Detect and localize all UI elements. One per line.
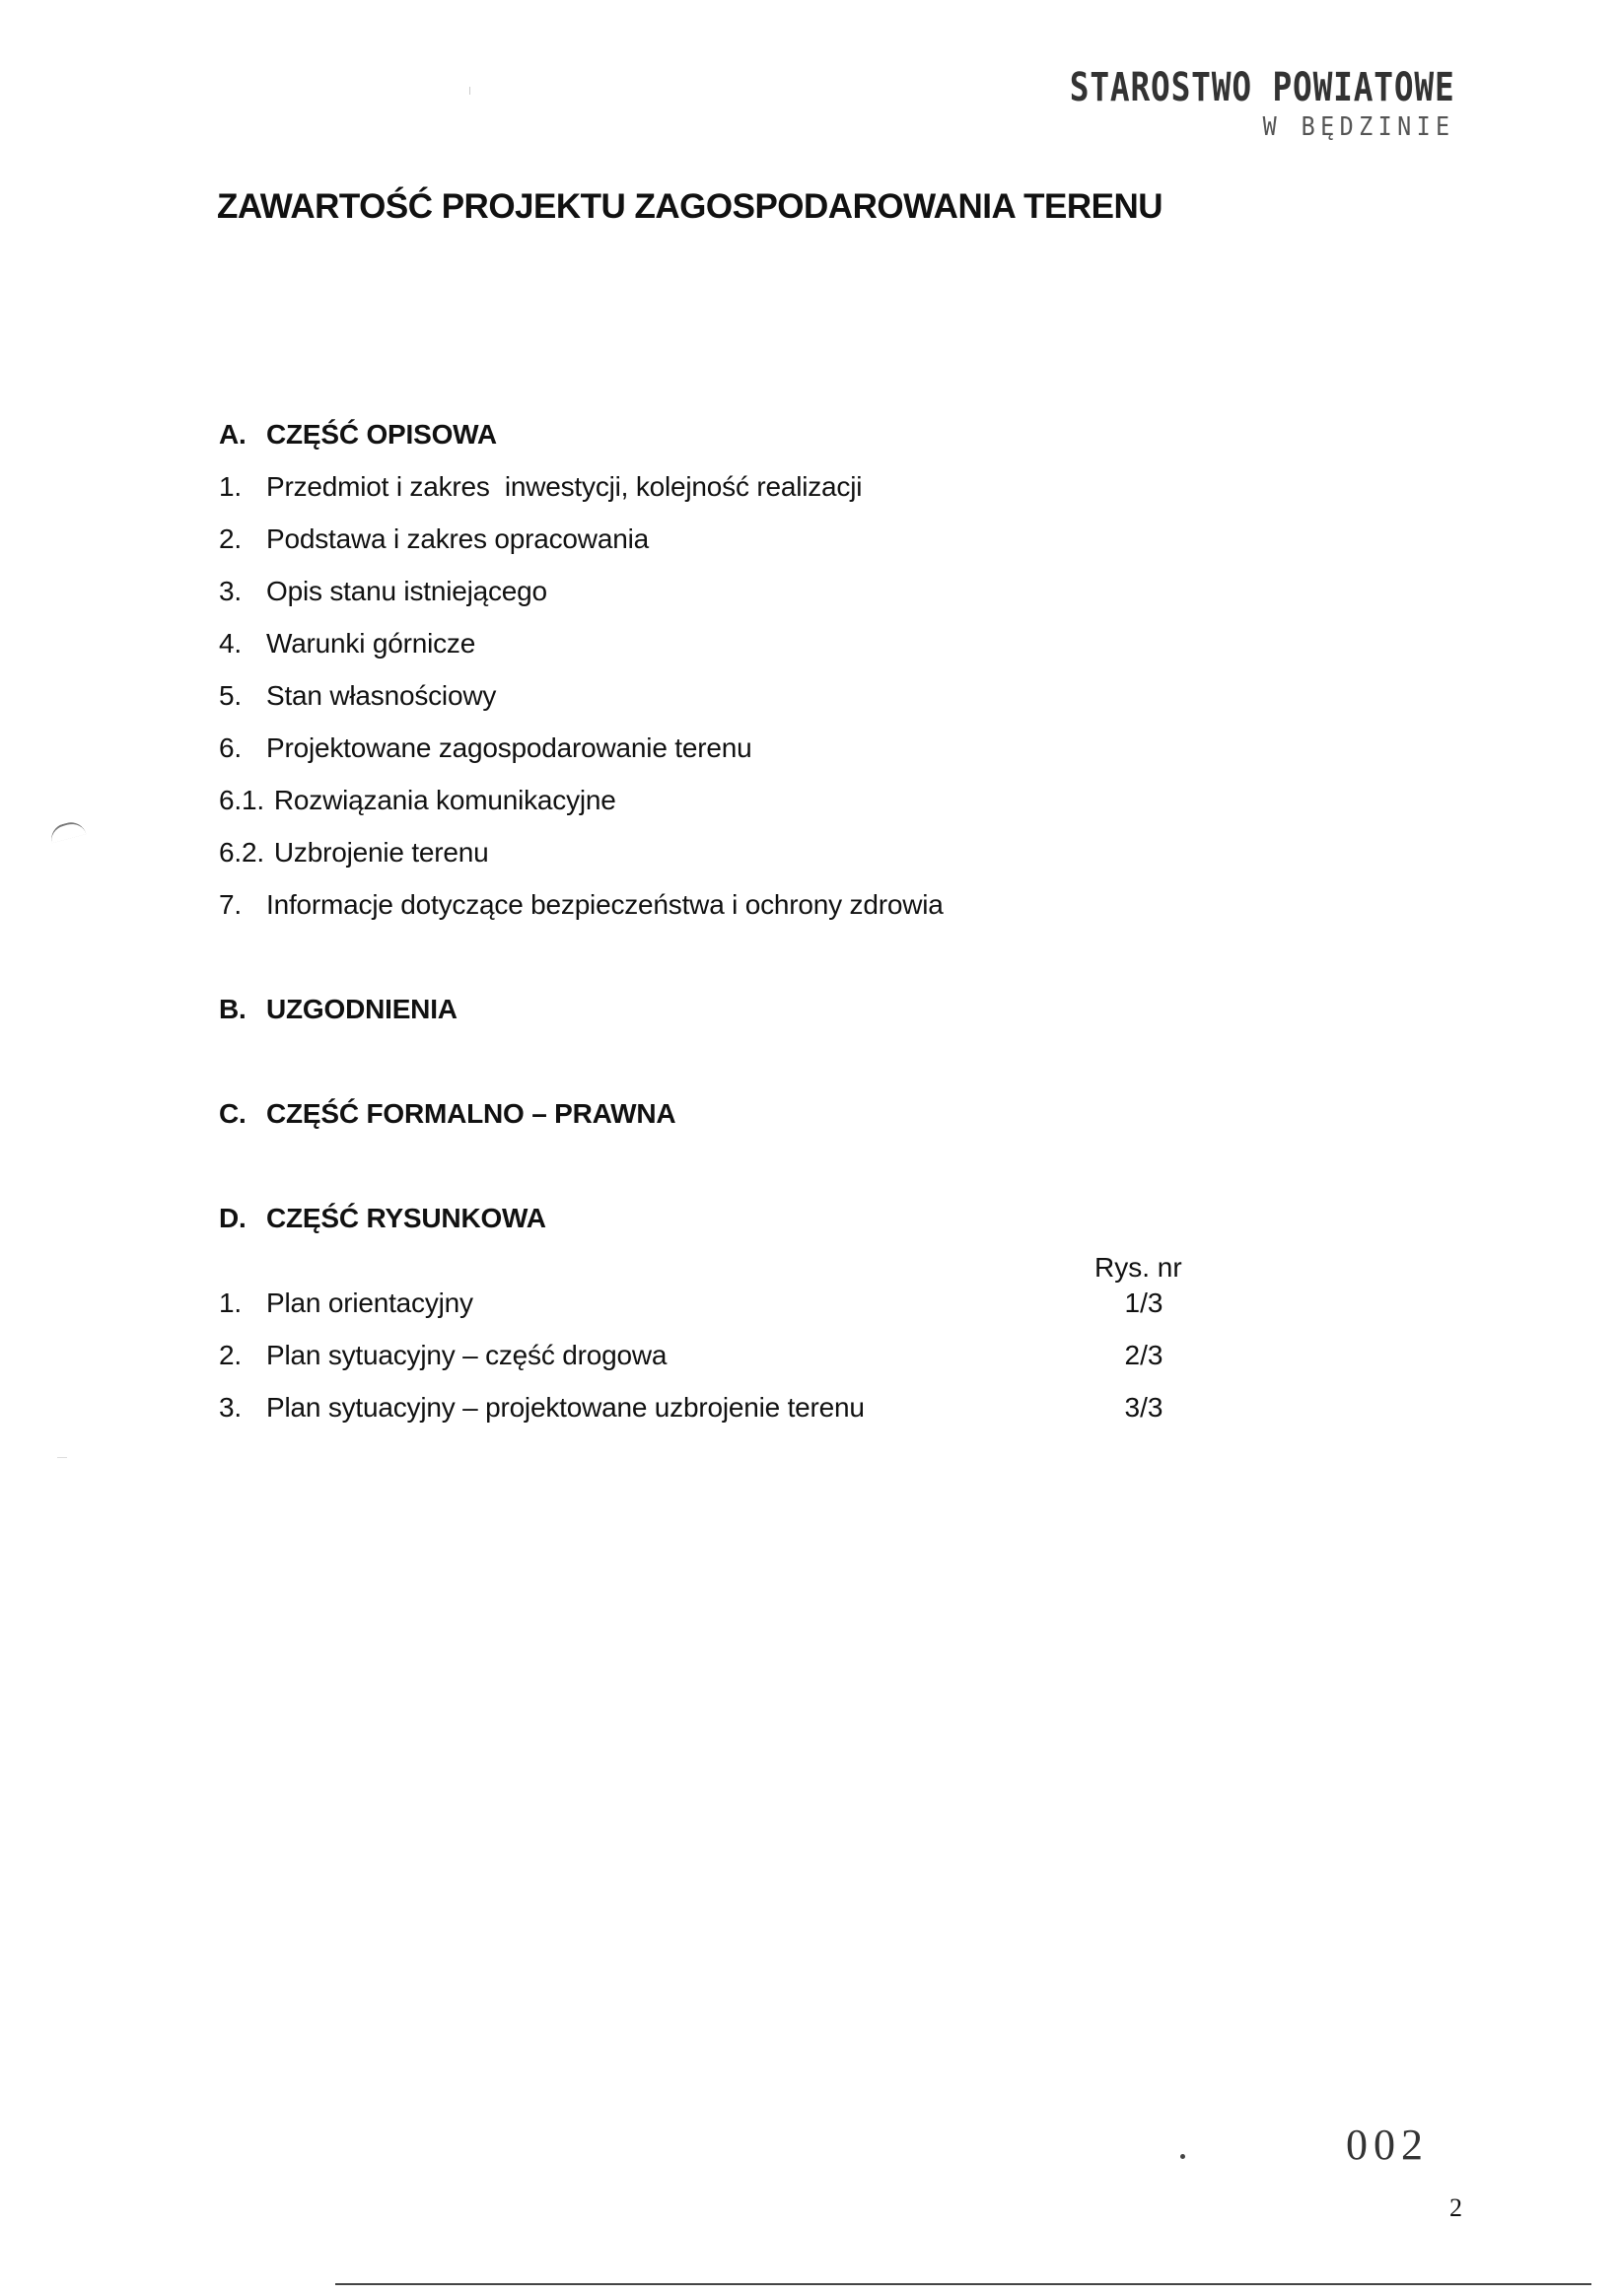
drawing-list-item [219, 1392, 865, 1424]
item-text: Opis stanu istniejącego [266, 576, 547, 606]
list-item [219, 523, 649, 555]
item-text: Plan orientacyjny [266, 1287, 473, 1318]
item-text: Warunki górnicze [266, 628, 476, 659]
item-number: 2. [219, 523, 242, 554]
stamp-line-1: STAROSTWO POWIATOWE [1070, 65, 1455, 110]
section-letter: B. [219, 994, 247, 1024]
pen-mark [48, 819, 87, 844]
page-number: 2 [1449, 2193, 1462, 2222]
list-item [219, 889, 944, 921]
list-item [219, 680, 496, 712]
item-text: Plan sytuacyjny – projektowane uzbrojenie terenu [266, 1392, 865, 1423]
list-item [219, 785, 616, 816]
list-item [219, 628, 475, 660]
item-number: 4. [219, 628, 242, 659]
section-letter: D. [219, 1203, 247, 1233]
section-label: CZĘŚĆ RYSUNKOWA [266, 1203, 546, 1233]
section-d-heading [219, 1203, 546, 1234]
drawing-number: 2/3 [1124, 1340, 1163, 1370]
item-number: 7. [219, 889, 242, 920]
drawing-number-header: Rys. nr [1094, 1252, 1182, 1283]
section-b-heading [219, 994, 458, 1025]
document-title: ZAWARTOŚĆ PROJEKTU ZAGOSPODAROWANIA TERENU [217, 187, 1163, 226]
item-text: Plan sytuacyjny – część drogowa [266, 1340, 668, 1370]
bottom-scan-edge [335, 2283, 1591, 2285]
item-number: 3. [219, 1392, 242, 1423]
scan-artifact [57, 1457, 67, 1458]
list-item [219, 471, 862, 503]
item-number: 3. [219, 576, 242, 606]
section-letter: A. [219, 419, 247, 450]
drawing-list-item [219, 1340, 667, 1371]
item-number: 1. [219, 471, 242, 502]
office-stamp [985, 65, 1455, 142]
drawing-number: 3/3 [1124, 1392, 1163, 1423]
sheet-stamp-number: 002 [1346, 2121, 1429, 2169]
item-number: 6.1. [219, 785, 264, 815]
section-letter: C. [219, 1098, 247, 1129]
section-a-heading [219, 419, 497, 451]
item-text: Projektowane zagospodarowanie terenu [266, 732, 752, 763]
drawing-number: 1/3 [1124, 1287, 1163, 1318]
section-c-heading [219, 1098, 675, 1130]
list-item [219, 576, 547, 607]
section-label: CZĘŚĆ FORMALNO – PRAWNA [266, 1098, 676, 1129]
item-text: Uzbrojenie terenu [273, 837, 489, 868]
item-number: 1. [219, 1287, 242, 1318]
item-text: Stan własnościowy [266, 680, 497, 711]
ink-dot [1180, 2154, 1185, 2159]
section-label: CZĘŚĆ OPISOWA [266, 419, 497, 450]
scan-artifact [469, 87, 470, 95]
item-number: 2. [219, 1340, 242, 1370]
item-number: 5. [219, 680, 242, 711]
drawing-list-item [219, 1287, 473, 1319]
list-item [219, 837, 489, 869]
item-text: Przedmiot i zakres inwestycji, kolejność realizacji [266, 471, 863, 502]
item-number: 6.2. [219, 837, 264, 868]
item-text: Rozwiązania komunikacyjne [273, 785, 616, 815]
list-item [219, 732, 751, 764]
item-text: Informacje dotyczące bezpieczeństwa i ochrony zdrowia [266, 889, 944, 920]
section-label: UZGODNIENIA [266, 994, 458, 1024]
stamp-line-2: W BĘDZINIE [1263, 112, 1455, 142]
item-number: 6. [219, 732, 242, 763]
item-text: Podstawa i zakres opracowania [266, 523, 649, 554]
